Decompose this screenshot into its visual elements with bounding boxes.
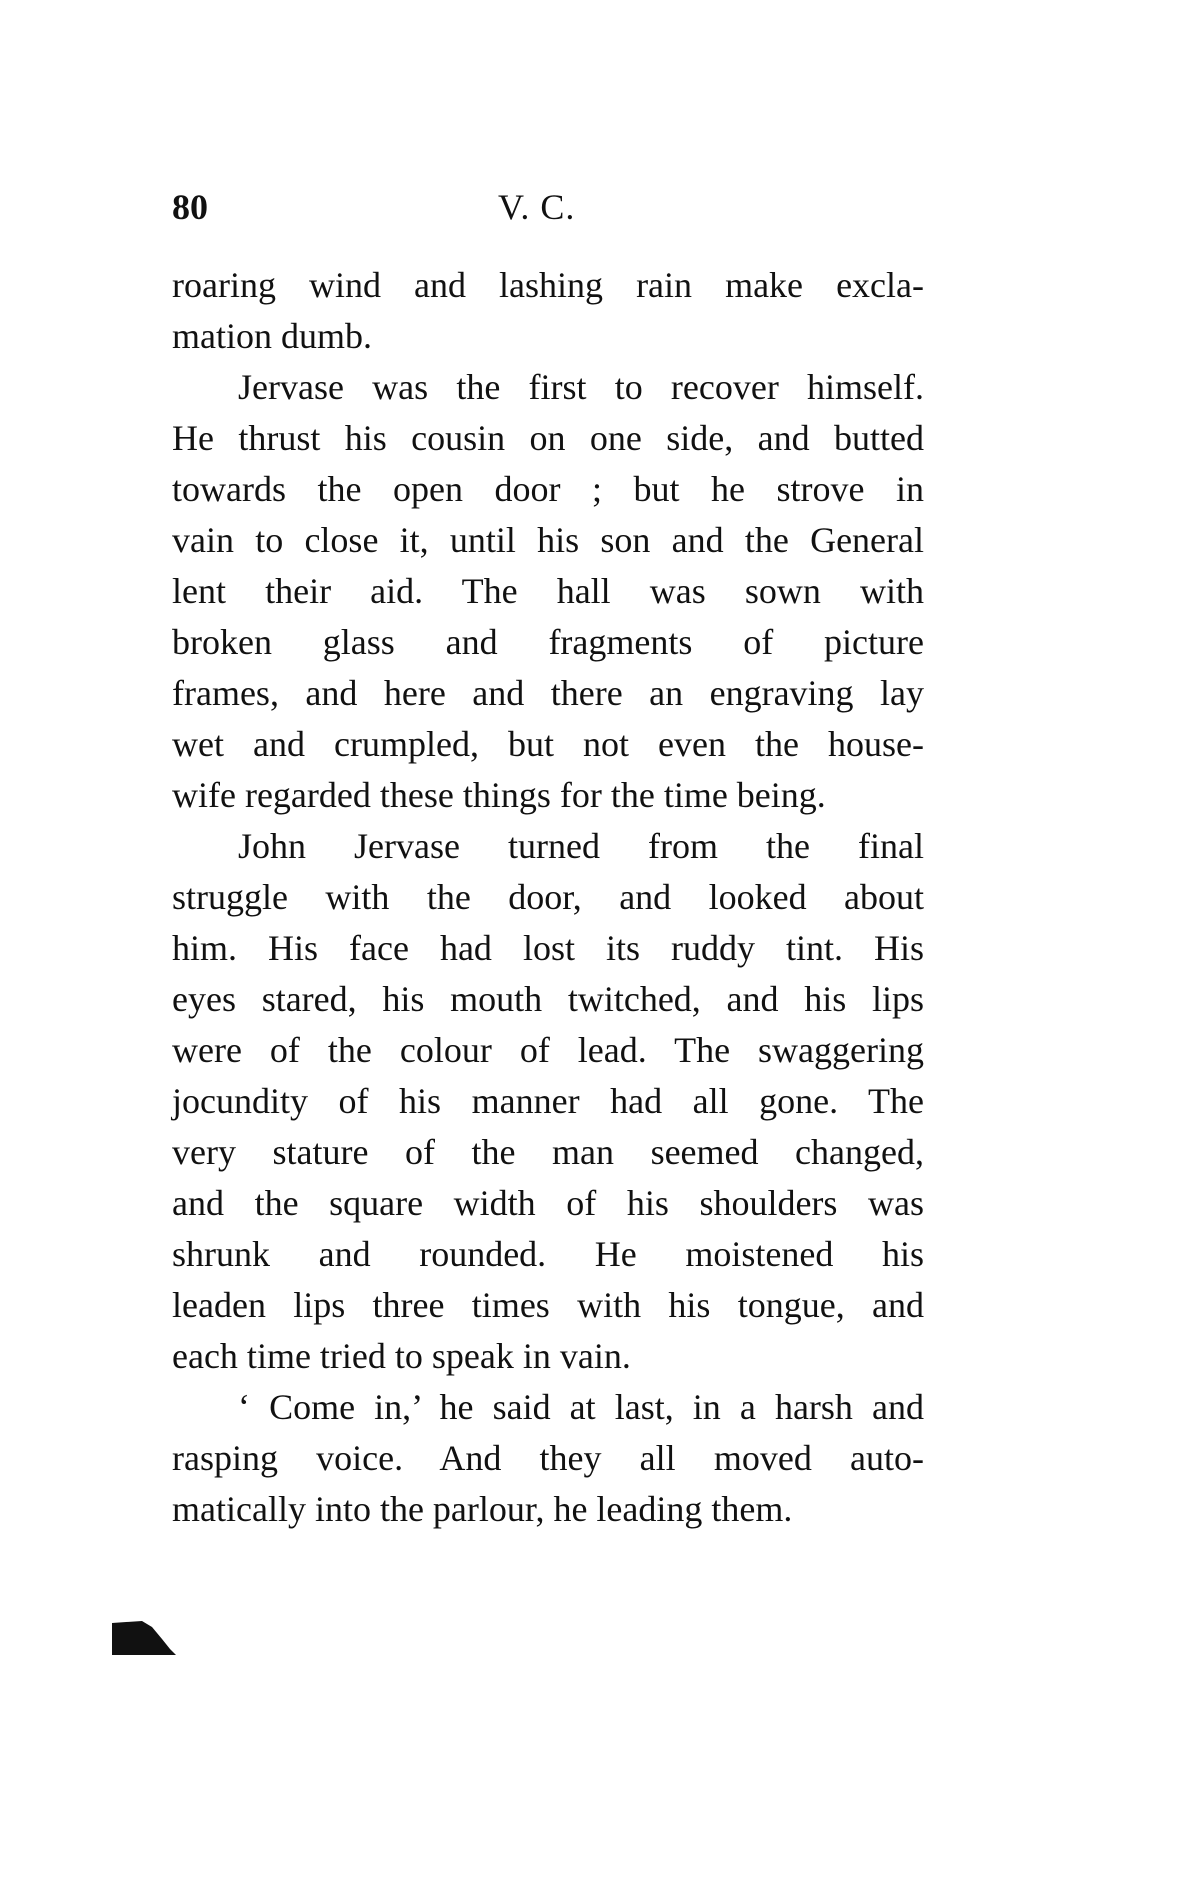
text-line: vain to close it, until his son and the General (172, 520, 924, 560)
text-line: very stature of the man seemed changed, (172, 1132, 924, 1172)
running-head (172, 182, 932, 232)
text-line: He thrust his cousin on one side, and butted (172, 418, 924, 458)
text-line: frames, and here and there an engraving lay (172, 673, 924, 713)
text-line: struggle with the door, and looked about (172, 877, 924, 917)
text-line: roaring wind and lashing rain make excla- (172, 265, 924, 305)
text-line: shrunk and rounded. He moistened his (172, 1234, 924, 1274)
text-line: each time tried to speak in vain. (172, 1336, 631, 1376)
text-line: and the square width of his shoulders was (172, 1183, 924, 1223)
text-line: matically into the parlour, he leading them. (172, 1489, 793, 1529)
text-line: were of the colour of lead. The swaggering (172, 1030, 924, 1070)
text-line: wet and crumpled, but not even the house- (172, 724, 924, 764)
text-line: towards the open door ; but he strove in (172, 469, 924, 509)
ink-blot-mark (112, 1621, 176, 1655)
text-line: ‘ Come in,’ he said at last, in a harsh and (238, 1387, 924, 1427)
text-line: leaden lips three times with his tongue, and (172, 1285, 924, 1325)
text-line: him. His face had lost its ruddy tint. His (172, 928, 924, 968)
text-line: John Jervase turned from the final (238, 826, 924, 866)
text-line: jocundity of his manner had all gone. The (172, 1081, 924, 1121)
text-line: broken glass and fragments of picture (172, 622, 924, 662)
text-line: eyes stared, his mouth twitched, and his lips (172, 979, 924, 1019)
running-title: V. C. (498, 187, 576, 227)
text-line: rasping voice. And they all moved auto- (172, 1438, 924, 1478)
text-line: wife regarded these things for the time being. (172, 775, 826, 815)
text-line: mation dumb. (172, 316, 372, 356)
text-line: lent their aid. The hall was sown with (172, 571, 924, 611)
page-number: 80 (172, 187, 208, 227)
body-text (172, 260, 924, 1535)
text-line: Jervase was the first to recover himself. (238, 367, 924, 407)
